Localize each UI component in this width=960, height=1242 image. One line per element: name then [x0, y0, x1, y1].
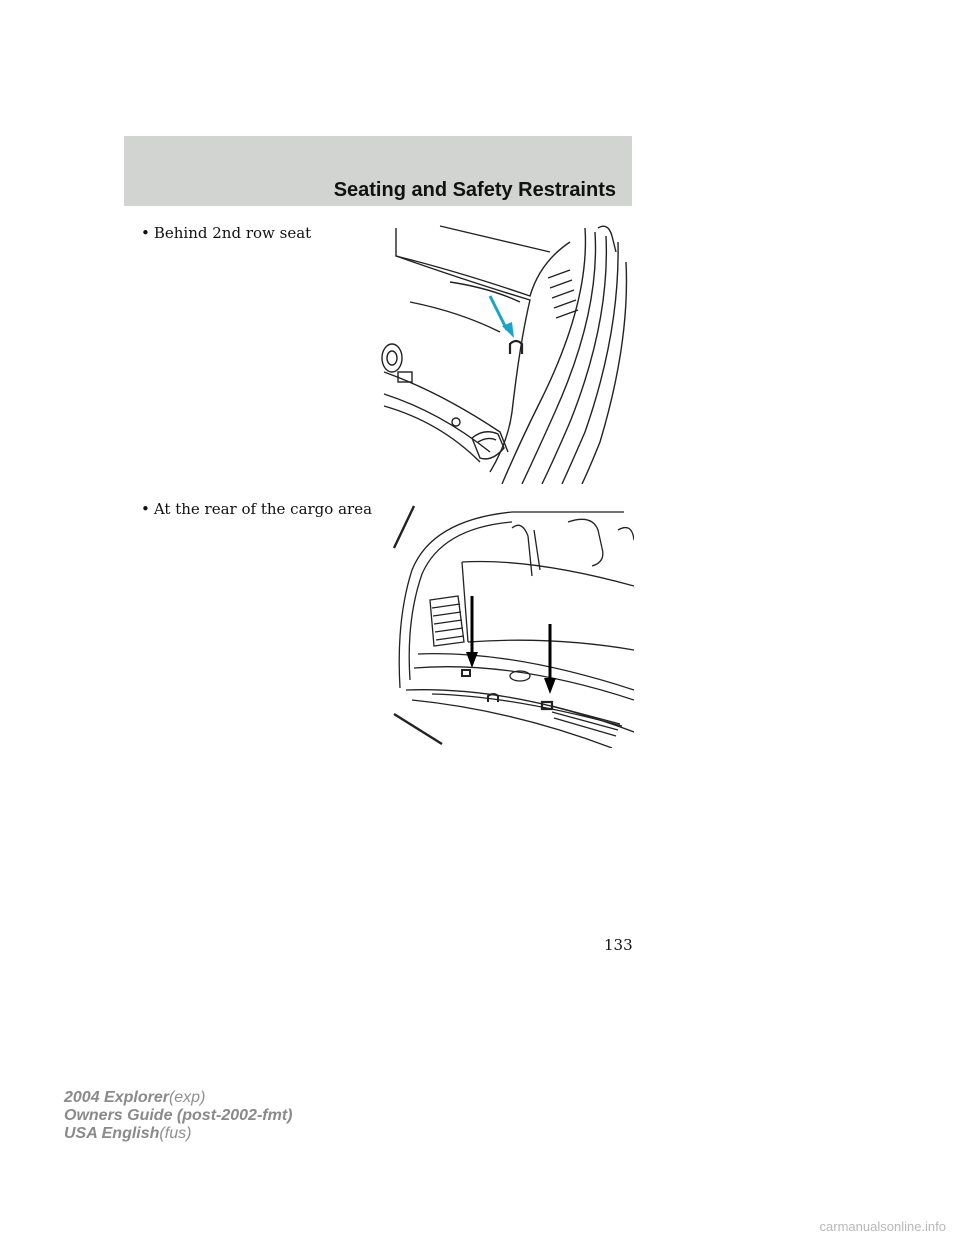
page-number: 133 [604, 936, 633, 954]
bullet-item-behind-2nd-row [141, 224, 311, 242]
arrow-indicator-icon [490, 296, 514, 338]
illustration-2nd-row-seat [380, 222, 634, 484]
arrow-indicator-icon [544, 624, 556, 694]
watermark: carmanualsonline.info [819, 1219, 946, 1234]
bullet-text: At the rear of the cargo area [153, 500, 373, 518]
section-header [124, 136, 632, 206]
illustration-cargo-area [392, 500, 634, 748]
section-title: Seating and Safety Restraints [333, 179, 616, 201]
bullet-text: Behind 2nd row seat [153, 224, 312, 242]
figure-2nd-row-anchor [380, 222, 634, 484]
bullet-item-rear-cargo [141, 500, 372, 518]
footer-language: USA English [64, 1125, 160, 1142]
figure-cargo-area-anchors [392, 500, 634, 748]
footer-model: 2004 Explorer [64, 1089, 169, 1106]
footer-model-code: (exp) [168, 1089, 206, 1106]
footer-language-code: (fus) [159, 1125, 192, 1142]
bullet-marker: • [141, 224, 150, 242]
bullet-marker: • [141, 500, 150, 518]
document-footer [64, 1089, 292, 1143]
footer-guide-format: Owners Guide (post-2002-fmt) [64, 1107, 293, 1124]
